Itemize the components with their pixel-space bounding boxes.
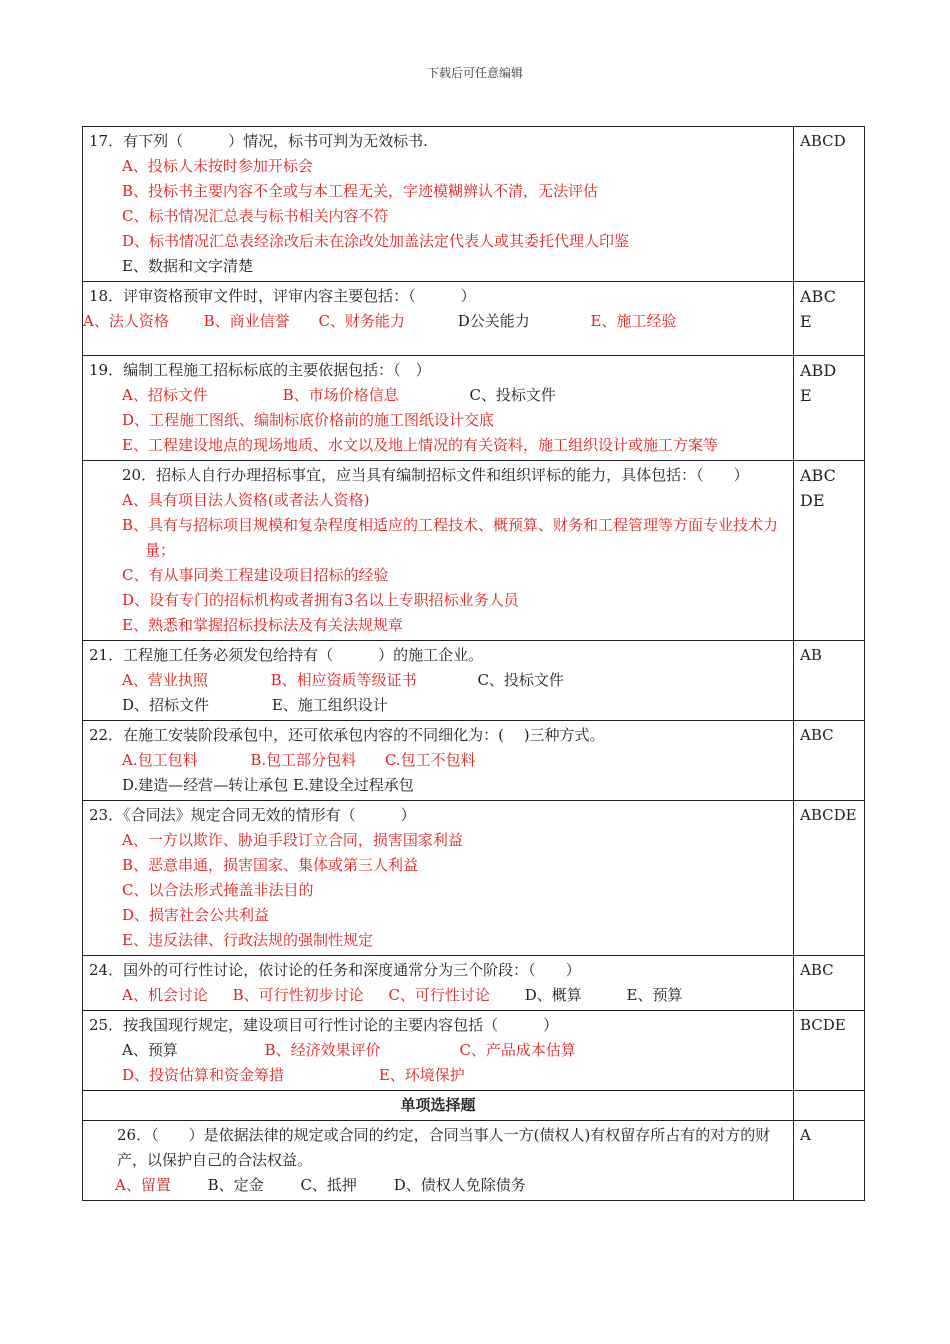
option: C、抵押 [300, 1176, 357, 1194]
question-stem: 21．工程施工任务必须发包给持有（ ）的施工企业。 [89, 646, 484, 664]
answer: ABCD [800, 132, 846, 150]
answer: ABCDE [800, 806, 857, 824]
question-cell [83, 282, 794, 356]
question-cell [83, 801, 794, 956]
answer-cell [794, 127, 865, 282]
option: A、一方以欺诈、胁迫手段订立合同，损害国家利益 [122, 831, 463, 849]
option: D.建造—经营—转让承包 E.建设全过程承包 [122, 776, 414, 794]
question-cell [83, 721, 794, 801]
question-stem: 20．招标人自行办理招标事宜，应当具有编制招标文件和组织评标的能力，具体包括：（ ） [122, 466, 749, 484]
answer-cell [794, 356, 865, 461]
answer-cell [794, 641, 865, 721]
option: B、恶意串通，损害国家、集体或第三人利益 [122, 856, 419, 874]
option: C、以合法形式掩盖非法目的 [122, 881, 314, 899]
question-table [82, 126, 865, 1201]
answer-cell [794, 801, 865, 956]
question-stem: 19．编制工程施工招标标底的主要依据包括：（ ） [89, 361, 431, 379]
option: A、投标人未按时参加开标会 [122, 157, 313, 175]
question-cell [83, 956, 794, 1011]
option: D、设有专门的招标机构或者拥有3名以上专职招标业务人员 [122, 591, 519, 609]
option: D、债权人免除债务 [393, 1176, 526, 1194]
option: B、定金 [207, 1176, 264, 1194]
option: C、投标文件 [477, 671, 564, 689]
question-stem: 18．评审资格预审文件时，评审内容主要包括：（ ） [89, 287, 476, 305]
question-stem: 26．（ ）是依据法律的规定或合同的约定，合同当事人一方(债权人)有权留存所占有的对方的财产，以保护自己的合法权益。 [117, 1126, 771, 1169]
table-row [83, 461, 865, 641]
option: B、相应资质等级证书 [270, 671, 417, 689]
option: B、商业信誉 [203, 312, 290, 330]
table-row [83, 356, 865, 461]
option: A.包工包料 [122, 751, 198, 769]
option: A、留置 [115, 1176, 171, 1194]
option: E、工程建设地点的现场地质、水文以及地上情况的有关资料，施工组织设计或施工方案等 [122, 436, 718, 454]
table-row [83, 801, 865, 956]
option: A、法人资格 [83, 312, 169, 330]
section-row [83, 1091, 865, 1121]
option: B.包工部分包料 [250, 751, 357, 769]
option: A、预算 [122, 1041, 178, 1059]
option: E、施工组织设计 [271, 696, 388, 714]
page-header: 下载后可任意编辑 [426, 66, 523, 80]
option: E、预算 [626, 986, 683, 1004]
answer: ABCE [800, 287, 836, 331]
question-stem: 25．按我国现行规定，建设项目可行性讨论的主要内容包括（ ） [89, 1016, 559, 1034]
option: C、有从事同类工程建设项目招标的经验 [122, 566, 389, 584]
option: B、具有与招标项目规模和复杂程度相适应的工程技术、概预算、财务和工程管理等方面专业技术力量； [122, 516, 779, 559]
question-cell [83, 1011, 794, 1091]
option: D、工程施工图纸、编制标底价格前的施工图纸设计交底 [122, 411, 495, 429]
option: C、财务能力 [318, 312, 405, 330]
table-row [83, 282, 865, 356]
option: D、招标文件 [122, 696, 210, 714]
option: E、熟悉和掌握招标投标法及有关法规规章 [122, 616, 403, 634]
question-stem: 22．在施工安装阶段承包中，还可依承包内容的不同细化为：( )三种方式。 [89, 726, 605, 744]
question-cell [83, 641, 794, 721]
option: C、投标文件 [469, 386, 556, 404]
option: A、招标文件 [122, 386, 208, 404]
answer-cell [794, 282, 865, 356]
answer: BCDE [800, 1016, 846, 1034]
table-row [83, 956, 865, 1011]
answer: ABC [800, 961, 834, 979]
section-empty-cell [794, 1091, 865, 1121]
table-row [83, 127, 865, 282]
option: D、标书情况汇总表经涂改后未在涂改处加盖法定代表人或其委托代理人印鉴 [122, 232, 630, 250]
table-row [83, 641, 865, 721]
table-row [83, 721, 865, 801]
answer: ABCDE [800, 466, 836, 510]
question-cell [83, 461, 794, 641]
option: E、环境保护 [378, 1066, 465, 1084]
option: C.包工不包料 [384, 751, 476, 769]
option: A、具有项目法人资格(或者法人资格) [122, 491, 370, 509]
option: C、可行性讨论 [388, 986, 490, 1004]
answer: AB [800, 646, 822, 664]
answer: ABDE [800, 361, 837, 405]
table-row [83, 1121, 865, 1201]
option: E、数据和文字清楚 [122, 257, 253, 275]
option: E、违反法律、行政法规的强制性规定 [122, 931, 373, 949]
section-title: 单项选择题 [83, 1091, 794, 1121]
answer-cell [794, 461, 865, 641]
answer-cell [794, 1011, 865, 1091]
option: D、损害社会公共利益 [122, 906, 270, 924]
answer-cell [794, 721, 865, 801]
answer: ABC [800, 726, 834, 744]
question-cell [83, 1121, 794, 1201]
answer-cell [794, 956, 865, 1011]
option: C、产品成本估算 [459, 1041, 576, 1059]
option: B、投标书主要内容不全或与本工程无关，字迹模糊辨认不清，无法评估 [122, 182, 599, 200]
option: C、标书情况汇总表与标书相关内容不符 [122, 207, 389, 225]
option: E、施工经验 [590, 312, 677, 330]
question-cell [83, 356, 794, 461]
option: B、经济效果评价 [264, 1041, 381, 1059]
option: B、可行性初步讨论 [232, 986, 364, 1004]
answer-cell [794, 1121, 865, 1201]
option: D、概算 [524, 986, 582, 1004]
option: D、投资估算和资金筹措 [122, 1066, 285, 1084]
answer: A [800, 1126, 811, 1144]
option: B、市场价格信息 [282, 386, 399, 404]
option: A、机会讨论 [122, 986, 208, 1004]
option: D公关能力 [457, 312, 530, 330]
option: A、营业执照 [122, 671, 208, 689]
question-stem: 23．《合同法》规定合同无效的情形有（ ） [89, 806, 416, 824]
question-stem: 24．国外的可行性讨论，依讨论的任务和深度通常分为三个阶段：（ ） [89, 961, 581, 979]
question-stem: 17．有下列（ ）情况，标书可判为无效标书. [89, 132, 428, 150]
question-cell [83, 127, 794, 282]
table-row [83, 1011, 865, 1091]
